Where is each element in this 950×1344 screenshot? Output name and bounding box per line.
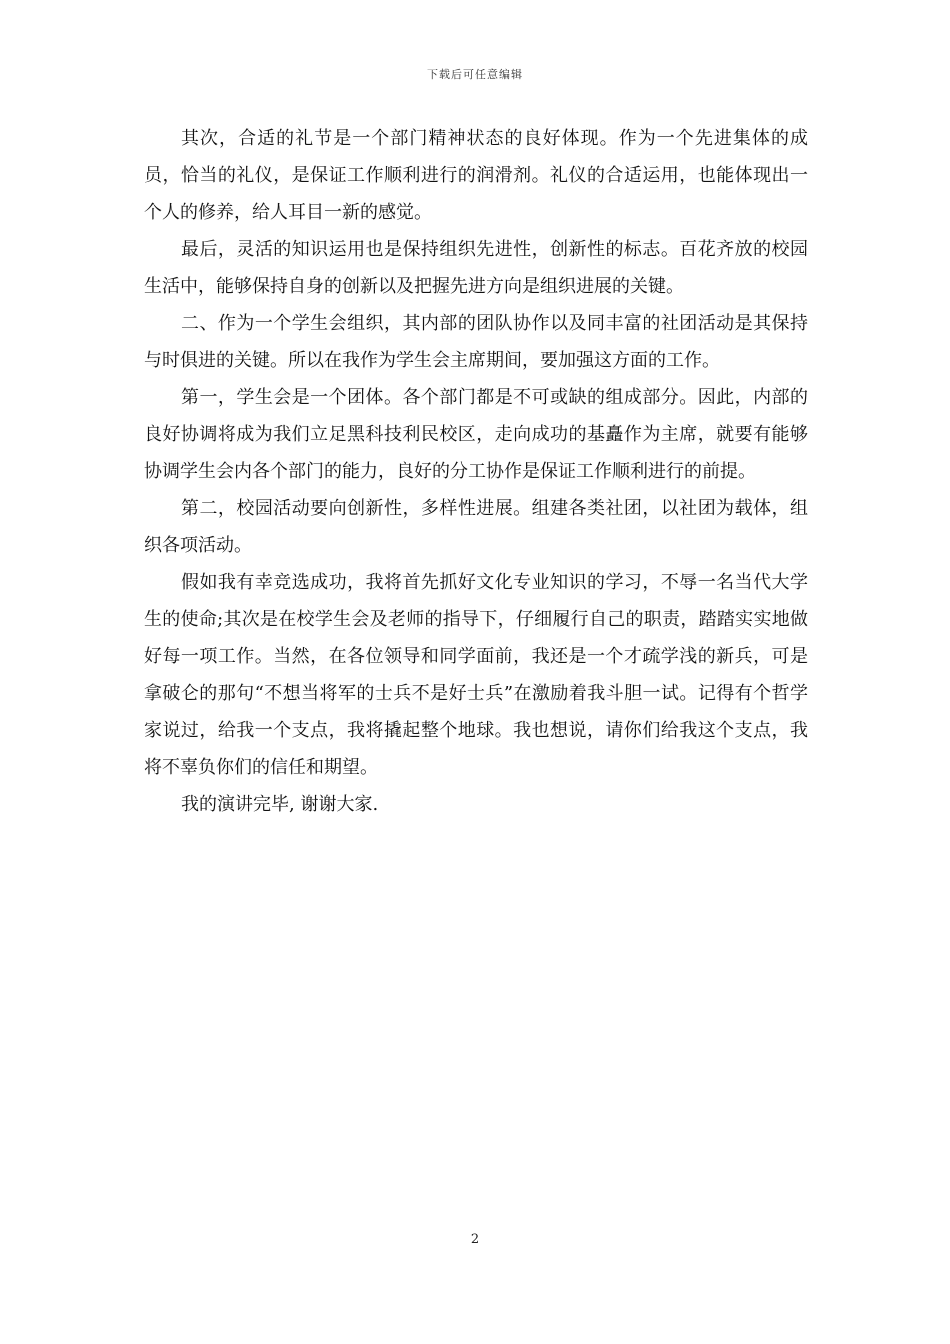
paragraph-1: 其次，合适的礼节是一个部门精神状态的良好体现。作为一个先进集体的成员，恰当的礼仪，是保证工作顺利进行的润滑剂。礼仪的合适运用，也能体现出一个人的修养，给人耳目一新的感觉。: [144, 128, 808, 223]
paragraph-7: 我的演讲完毕, 谢谢大家.: [181, 794, 379, 815]
paragraph-3: 二、作为一个学生会组织，其内部的团队协作以及同丰富的社团活动是其保持与时俱进的关键。所以在我作为学生会主席期间，要加强这方面的工作。: [144, 313, 808, 371]
page-number: 2: [470, 1232, 480, 1247]
paragraph-5: 第二，校园活动要向创新性，多样性进展。组建各类社团，以社团为载体，组织各项活动。: [144, 498, 808, 556]
paragraph-6: 假如我有幸竞选成功，我将首先抓好文化专业知识的学习，不辱一名当代大学生的使命;其次是在校学生会及老师的指导下，仔细履行自己的职责，踏踏实实地做好每一项工作。当然，在各位领导和同学面前，我还是一个才疏学浅的新兵，可是拿破仑的那句“不想当将军的士兵不是好士兵”在激励着我斗胆一试。记得有个哲学家说过，给我一个支点，我将撬起整个地球。我也想说，请你们给我这个支点，我将不辜负你们的信任和期望。: [144, 572, 808, 778]
paragraph-2: 最后，灵活的知识运用也是保持组织先进性，创新性的标志。百花齐放的校园生活中，能够保持自身的创新以及把握先进方向是组织进展的关键。: [144, 239, 808, 297]
document-body: [144, 120, 808, 823]
paragraph-4: 第一，学生会是一个团体。各个部门都是不可或缺的组成部分。因此，内部的良好协调将成为我们立足黑科技利民校区，走向成功的基矗作为主席，就要有能够协调学生会内各个部门的能力，良好的分工协作是保证工作顺利进行的前提。: [144, 387, 808, 482]
page-header-note: 下载后可任意编辑: [427, 68, 523, 81]
